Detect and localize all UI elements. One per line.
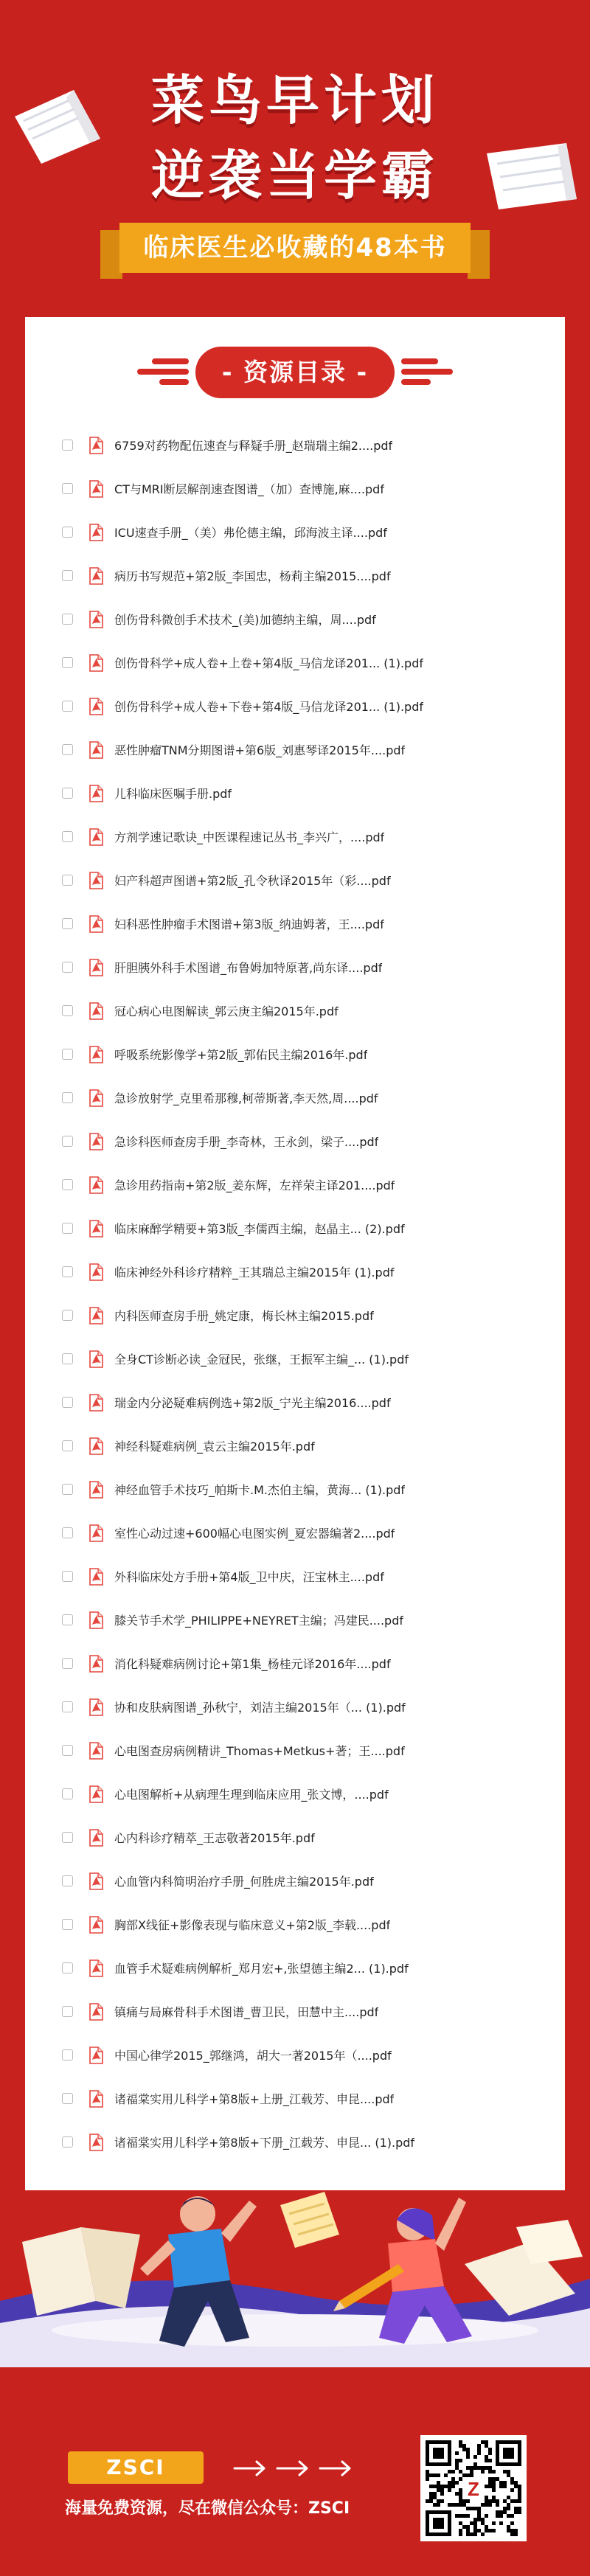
file-item[interactable] (62, 1946, 563, 1990)
file-item[interactable] (62, 1816, 563, 1859)
checkbox-icon[interactable] (62, 1875, 73, 1886)
decor-stripes-right (401, 358, 453, 388)
pdf-file-icon (88, 1785, 104, 1803)
file-name: 心电图解析+从病理生理到临床应用_张文博，....pdf (114, 1788, 389, 1802)
pdf-file-icon (88, 437, 104, 454)
file-name: ICU速查手册_（美）弗伦德主编，邱海波主译....pdf (114, 526, 387, 540)
pdf-file-icon (88, 1829, 104, 1847)
checkbox-icon[interactable] (62, 1484, 73, 1495)
file-item[interactable] (62, 1990, 563, 2033)
checkbox-icon[interactable] (62, 744, 73, 755)
footer-text: 海量免费资源，尽在微信公众号：ZSCI (65, 2499, 350, 2518)
file-name: CT与MRI断层解剖速查图谱_（加）查博施,麻....pdf (114, 482, 384, 496)
file-name: 血管手术疑难病例解析_郑月宏+,张望德主编2... (1).pdf (114, 1962, 409, 1976)
file-item[interactable] (62, 1163, 563, 1207)
pdf-file-icon (88, 2003, 104, 2021)
file-name: 创伤骨科学+成人卷+上卷+第4版_马信龙译201... (1).pdf (114, 656, 423, 670)
checkbox-icon[interactable] (62, 962, 73, 973)
qr-code-icon[interactable] (420, 2435, 527, 2541)
file-list (62, 423, 563, 2164)
file-name: 心血管内科简明治疗手册_何胜虎主编2015年.pdf (114, 1875, 374, 1889)
file-item[interactable] (62, 1119, 563, 1163)
file-item[interactable] (62, 554, 563, 597)
pdf-file-icon (88, 1220, 104, 1237)
checkbox-icon[interactable] (62, 1614, 73, 1625)
file-name: 急诊科医师查房手册_李奇林，王永剑，梁子....pdf (114, 1135, 379, 1149)
file-item[interactable] (62, 728, 563, 771)
checkbox-icon[interactable] (62, 1962, 73, 1973)
catalog-header (195, 347, 395, 398)
checkbox-icon[interactable] (62, 1440, 73, 1451)
pdf-file-icon (88, 1437, 104, 1455)
file-name: 心内科诊疗精萃_王志敬著2015年.pdf (114, 1831, 315, 1845)
pdf-file-icon (88, 872, 104, 889)
file-name: 6759对药物配伍速查与释疑手册_赵瑞瑞主编2....pdf (114, 439, 393, 453)
pdf-file-icon (88, 654, 104, 672)
pdf-file-icon (88, 1394, 104, 1412)
file-name: 协和皮肤病图谱_孙秋宁，刘洁主编2015年（... (1).pdf (114, 1701, 406, 1715)
file-item[interactable] (62, 2033, 563, 2077)
pdf-file-icon (88, 1916, 104, 1934)
file-item[interactable] (62, 1685, 563, 1729)
checkbox-icon[interactable] (62, 1527, 73, 1538)
checkbox-icon[interactable] (62, 570, 73, 581)
pdf-file-icon (88, 2090, 104, 2108)
file-item[interactable] (62, 1642, 563, 1685)
pdf-file-icon (88, 1263, 104, 1281)
file-item[interactable] (62, 641, 563, 684)
file-item[interactable] (62, 1859, 563, 1903)
file-name: 方剂学速记歌诀_中医课程速记丛书_李兴广，....pdf (114, 830, 385, 844)
checkbox-icon[interactable] (62, 1919, 73, 1930)
pdf-file-icon (88, 1872, 104, 1890)
checkbox-icon[interactable] (62, 440, 73, 451)
file-name: 恶性肿瘤TNM分期图谱+第6版_刘惠琴译2015年....pdf (114, 743, 406, 757)
pdf-file-icon (88, 524, 104, 541)
students-illustration (0, 2153, 590, 2367)
pdf-file-icon (88, 1611, 104, 1629)
pdf-file-icon (88, 480, 104, 498)
pdf-file-icon (88, 1089, 104, 1107)
file-name: 内科医师查房手册_姚定康，梅长林主编2015.pdf (114, 1309, 374, 1323)
file-name: 瑞金内分泌疑难病例选+第2版_宁光主编2016....pdf (114, 1396, 391, 1410)
checkbox-icon[interactable] (62, 1223, 73, 1234)
file-name: 急诊放射学_克里希那穆,柯蒂斯著,李天然,周....pdf (114, 1091, 378, 1105)
file-item[interactable] (62, 1381, 563, 1424)
file-name: 创伤骨科微创手术技术_(美)加德纳主编，周....pdf (114, 613, 376, 627)
file-name: 膝关节手术学_PHILIPPE+NEYRET主编；冯建民....pdf (114, 1614, 403, 1628)
file-name: 妇产科超声图谱+第2版_孔令秋译2015年（彩....pdf (114, 874, 391, 888)
catalog-title: - 资源目录 - (221, 358, 369, 386)
checkbox-icon[interactable] (62, 1571, 73, 1582)
checkbox-icon[interactable] (62, 2136, 73, 2148)
open-book-left-icon (22, 2227, 140, 2316)
pdf-file-icon (88, 1176, 104, 1194)
file-name: 临床神经外科诊疗精粹_王其瑞总主编2015年 (1).pdf (114, 1266, 395, 1280)
checkbox-icon[interactable] (62, 483, 73, 494)
headline-line-1: 菜鸟早计划 (150, 69, 439, 131)
file-name: 诸福棠实用儿科学+第8版+下册_江载芳、申昆... (1).pdf (114, 2136, 415, 2150)
pdf-file-icon (88, 1350, 104, 1368)
checkbox-icon[interactable] (62, 1788, 73, 1799)
pdf-file-icon (88, 741, 104, 759)
file-item[interactable] (62, 2077, 563, 2120)
file-name: 镇痛与局麻骨科手术图谱_曹卫民，田慧中主....pdf (114, 2005, 379, 2019)
hero-banner (0, 0, 590, 317)
file-name: 肝胆胰外科手术图谱_布鲁姆加特原著,尚东译....pdf (114, 961, 383, 975)
file-item[interactable] (62, 1207, 563, 1250)
qr-logo: Z (468, 2478, 479, 2500)
subtitle-ribbon (111, 223, 479, 279)
file-name: 室性心动过速+600幅心电图实例_夏宏器编著2....pdf (114, 1527, 395, 1541)
pdf-file-icon (88, 1568, 104, 1586)
pdf-file-icon (88, 1307, 104, 1325)
pdf-file-icon (88, 611, 104, 628)
arrows-icon (232, 2456, 357, 2481)
headline-line-2: 逆袭当学霸 (150, 145, 439, 206)
file-name: 神经科疑难病例_袁云主编2015年.pdf (114, 1440, 315, 1454)
file-item[interactable] (62, 989, 563, 1032)
file-item[interactable] (62, 1555, 563, 1598)
file-item[interactable] (62, 597, 563, 641)
checkbox-icon[interactable] (62, 1658, 73, 1669)
file-item[interactable] (62, 1903, 563, 1946)
pdf-file-icon (88, 1481, 104, 1499)
checkbox-icon[interactable] (62, 875, 73, 886)
file-item[interactable] (62, 423, 563, 467)
file-item[interactable] (62, 1424, 563, 1468)
pdf-file-icon (88, 1698, 104, 1716)
file-item[interactable] (62, 1337, 563, 1381)
checkbox-icon[interactable] (62, 918, 73, 929)
floating-notes-icon (280, 2192, 339, 2248)
file-item[interactable] (62, 1076, 563, 1119)
pdf-file-icon (88, 1655, 104, 1673)
checkbox-icon[interactable] (62, 1179, 73, 1190)
checkbox-icon[interactable] (62, 1266, 73, 1277)
file-item[interactable] (62, 1772, 563, 1816)
file-name: 外科临床处方手册+第4版_卫中庆，汪宝林主....pdf (114, 1570, 384, 1584)
checkbox-icon[interactable] (62, 1701, 73, 1712)
file-item[interactable] (62, 815, 563, 858)
file-name: 消化科疑难病例讨论+第1集_杨桂元译2016年....pdf (114, 1657, 391, 1671)
pdf-file-icon (88, 1524, 104, 1542)
file-name: 急诊用药指南+第2版_姜东辉，左祥荣主译201....pdf (114, 1178, 395, 1192)
file-name: 创伤骨科学+成人卷+下卷+第4版_马信龙译201... (1).pdf (114, 700, 423, 714)
decor-stripes-left (137, 358, 189, 388)
file-item[interactable] (62, 1032, 563, 1076)
pdf-file-icon (88, 959, 104, 976)
file-item[interactable] (62, 684, 563, 728)
checkbox-icon[interactable] (62, 701, 73, 712)
pdf-file-icon (88, 1959, 104, 1977)
checkbox-icon[interactable] (62, 1310, 73, 1321)
pdf-file-icon (88, 2046, 104, 2064)
file-item[interactable] (62, 945, 563, 989)
file-item[interactable] (62, 1729, 563, 1772)
pdf-file-icon (88, 1046, 104, 1063)
brand-badge: ZSCI (68, 2451, 204, 2484)
file-item[interactable] (62, 858, 563, 902)
file-name: 心电图查房病例精讲_Thomas+Metkus+著；王....pdf (114, 1744, 405, 1758)
pdf-file-icon (88, 828, 104, 846)
ribbon-text: 临床医生必收藏的48本书 (143, 233, 447, 263)
pdf-file-icon (88, 698, 104, 715)
file-item[interactable] (62, 771, 563, 815)
checkbox-icon[interactable] (62, 788, 73, 799)
file-name: 呼吸系统影像学+第2版_郭佑民主编2016年.pdf (114, 1048, 368, 1062)
file-item[interactable] (62, 1511, 563, 1555)
file-name: 临床麻醉学精要+第3版_李儒西主编，赵晶主... (2).pdf (114, 1222, 405, 1236)
file-name: 冠心病心电图解读_郭云庚主编2015年.pdf (114, 1004, 339, 1018)
pdf-file-icon (88, 2134, 104, 2151)
file-item[interactable] (62, 1468, 563, 1511)
checkbox-icon[interactable] (62, 1092, 73, 1103)
file-item[interactable] (62, 902, 563, 945)
checkbox-icon[interactable] (62, 831, 73, 842)
pdf-file-icon (88, 1002, 104, 1020)
pdf-file-icon (88, 1133, 104, 1150)
file-item[interactable] (62, 510, 563, 554)
file-name: 妇科恶性肿瘤手术图谱+第3版_纳迪姆著，王....pdf (114, 917, 384, 931)
file-name: 中国心律学2015_郭继鸿，胡大一著2015年（....pdf (114, 2049, 392, 2063)
checkbox-icon[interactable] (62, 1353, 73, 1364)
checkbox-icon[interactable] (62, 1745, 73, 1756)
checkbox-icon[interactable] (62, 1397, 73, 1408)
checkbox-icon[interactable] (62, 1832, 73, 1843)
checkbox-icon[interactable] (62, 657, 73, 668)
checkbox-icon[interactable] (62, 614, 73, 625)
file-item[interactable] (62, 1294, 563, 1337)
file-name: 胸部X线征+影像表现与临床意义+第2版_李载....pdf (114, 1918, 391, 1932)
checkbox-icon[interactable] (62, 2006, 73, 2017)
pdf-file-icon (88, 567, 104, 585)
checkbox-icon[interactable] (62, 1136, 73, 1147)
pdf-file-icon (88, 785, 104, 802)
checkbox-icon[interactable] (62, 2093, 73, 2104)
file-name: 神经血管手术技巧_帕斯卡.M.杰伯主编，黄海... (1).pdf (114, 1483, 406, 1497)
checkbox-icon[interactable] (62, 527, 73, 538)
pdf-file-icon (88, 1742, 104, 1760)
checkbox-icon[interactable] (62, 1049, 73, 1060)
checkbox-icon[interactable] (62, 1005, 73, 1016)
file-name: 诸福棠实用儿科学+第8版+上册_江载芳、申昆....pdf (114, 2092, 395, 2106)
checkbox-icon[interactable] (62, 2049, 73, 2061)
pdf-file-icon (88, 915, 104, 933)
file-item[interactable] (62, 467, 563, 510)
file-name: 病历书写规范+第2版_李国忠，杨莉主编2015....pdf (114, 569, 391, 583)
file-item[interactable] (62, 1598, 563, 1642)
file-name: 儿科临床医嘱手册.pdf (114, 787, 232, 801)
file-name: 全身CT诊断必读_金冠民，张继，王振军主编_... (1).pdf (114, 1353, 409, 1367)
file-item[interactable] (62, 1250, 563, 1294)
